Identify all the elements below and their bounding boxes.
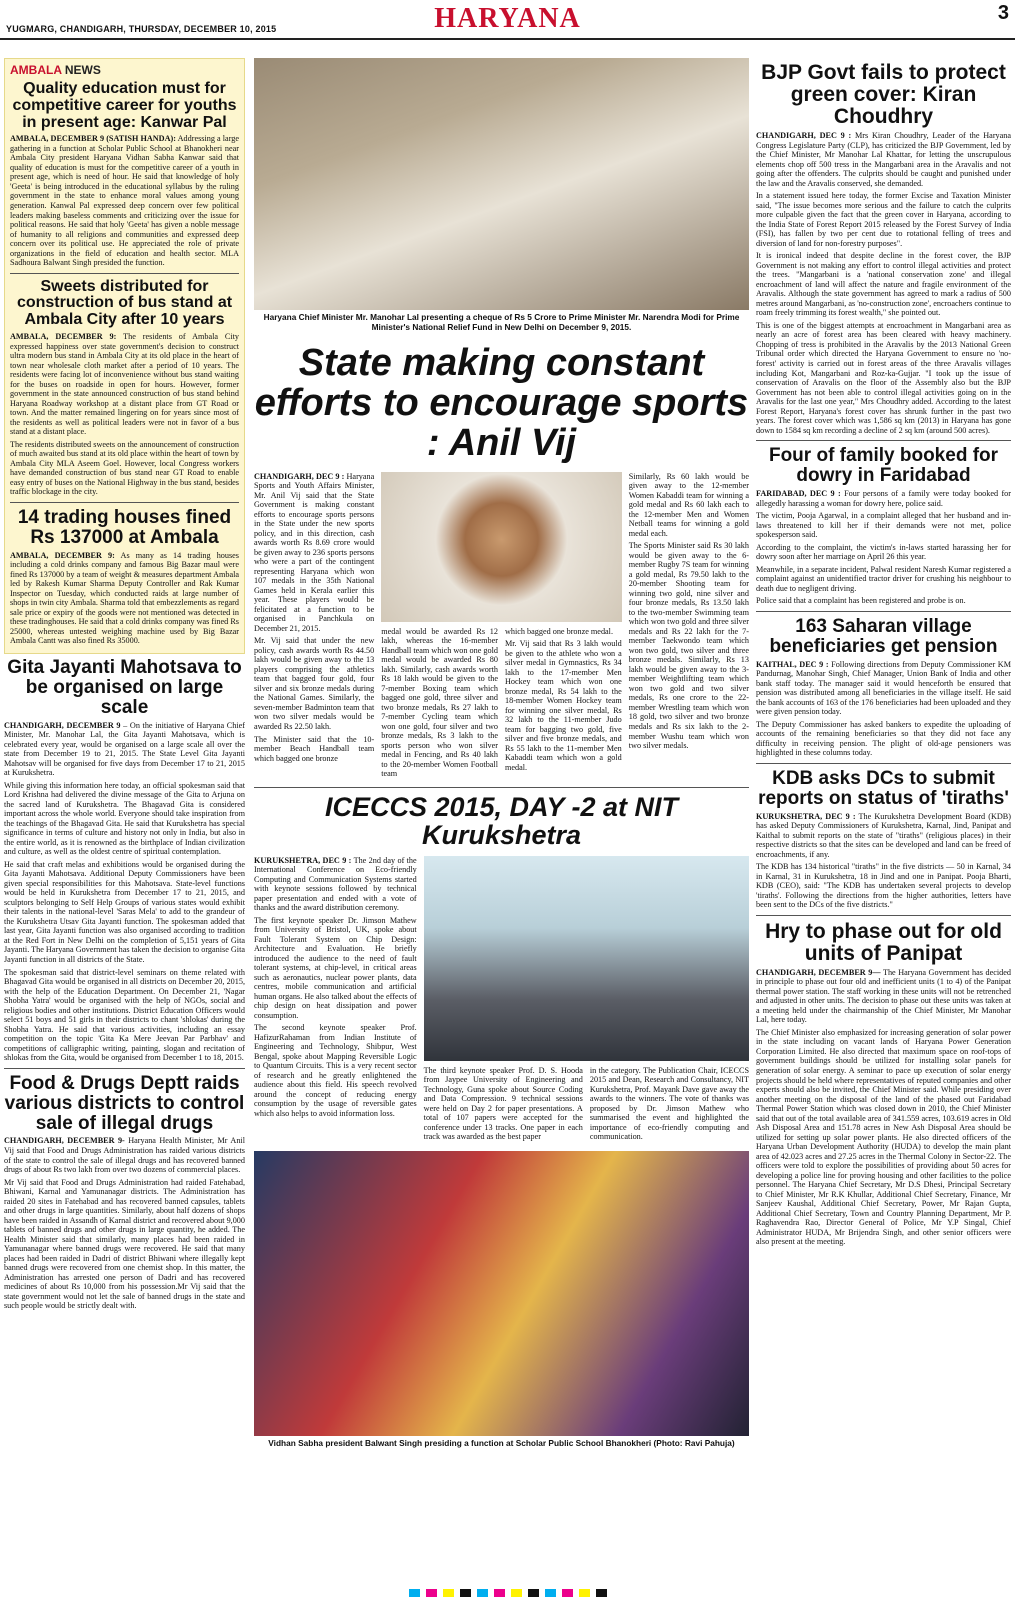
ambala-news-box [4,58,245,654]
article-body: The second keynote speaker Prof. HafizurRahaman from Indian Institute of Engineering and Technology, Shibpur, West Bengal, spoke about Mapping Reversible Logic to Quantum Circuits. This is a very recent sector of research and he greatly enlightened the audience about this field. His speech revolved around the concept of reducing energy consumption by the usage of reversible gates which also helps to avoid information loss. [254,1023,417,1118]
article-body: AMBALA, DECEMBER 9: The residents of Ambala City expressed happiness over state government's decision to construct ultra modern bus stand in Ambala City at its old place in the heart of town near wholesale cloth market after a period of 10 years. The residents were facing lot of inconvenience without bus stand waiting for the buses on roadside in open for hours. However, former government in the state announced construction of bus stand behind Haryana Roadway workshop at a distant place from GT Road or town. And the matter remained lingering on for years since most of the residents as well as political leaders were not in favor of a bus stand at a distant place. [10,332,239,437]
right-column [756,58,1011,1578]
cm-pm-cheque-photo [254,58,749,310]
article-body: The victim, Pooja Agarwal, in a complaint alleged that her husband and in-laws threatened to kill her if their demands were not met, police spokesperson said. [756,511,1011,540]
article-body: FARIDABAD, DEC 9 : Four persons of a family were today booked for allegedly harassing a woman for dowry here, police said. [756,489,1011,508]
article-body: Similarly, Rs 60 lakh would be given away to the 12-member Women Kabaddi team for winning a gold medal and Rs 60 lakh each to the 12-member Men and Women Netball teams for winning a gold medal each. [628,471,749,538]
article-body: Mr Vij said that Food and Drugs Administration had raided Fatehabad, Bhiwani, Karnal and Yamunanagar districts. The Administration has raided 20 sites in Fatehabad and has recovered banned capsules, tablets and other drugs in large quantities. Similarly, about half dozens of shops have been raided in Assandh of Karnal district and recovered about 9,000 tablets of banned drugs and other drugs in large quantity, he added. The Health Minister said that similarly, many places had been raided in Yamunanagar where banned drugs were recovered. He said that many places had been raided in Dadri of district Bhiwani where illegally kept banned drugs were recovered from one chemist shop. In this matter, the Administration has arrested one person of Dadri and has recovered medicines of about Rs 10,000 from his possession.Mr Vij said that the state government would not let the sale of banned drugs in the state and such people would be strictly dealt with. [4,1177,245,1311]
article-body: CHANDIGARH, DECEMBER 9— The Haryana Government has decided in principle to phase out four old and inefficient units (1 to 4) of the Panipat thermal power station. The staff working in these units will not be retrenched and adjusted in other units. The decision to phase out these units was taken at a meeting held under the chairmanship of the Chief Minister, Mr Manohar Lal, here today. [756,967,1011,1025]
award-ceremony-photo [424,856,749,1061]
print-registration-strip [0,1586,1015,1600]
article-body: According to the complaint, the victim's in-laws started harassing her for dowry soon after her marriage on April 26 this year. [756,542,1011,562]
article-body: KURUKSHETRA, DEC 9 : The Kurukshetra Development Board (KDB) has asked Deputy Commissioners of Kurukshetra, Karnal, Jind, Panipat and Kaithal to submit reports on the state of "tiraths" (religious places) in their respective districts so that the sites can be developed and land can be freed of encroachments, if any. [756,811,1011,859]
section-title: HARYANA [434,3,581,34]
divider [10,502,239,503]
divider [756,763,1011,764]
article-body: The spokesman said that district-level seminars on theme related with Bhagavad Gita would be organised in all districts on December 20, 2015, with the help of the Education Department. On December 21, 'Nagar Shobha Yatra' would be organised with the help of NGOs, social and religious bodies and other institutions. District Education Officers would select 51 boys and 51 girls in their districts to chant 'shlokas' during the Shobha Yatra. He said that various activities, including an essay competition on the topic 'Gita Ka Mere Jeevan Par Parbhav' and competitions of calligraphic writing, painting, slogan and recitation of shlokas from the Gita, would be organised from December 1 to 18, 2015. [4,967,245,1063]
article-body: KURUKSHETRA, DEC 9 : The 2nd day of the International Conference on Eco-friendly Computing and Communication Systems started with keynote sessions followed by technical paper presentation and ended with a vote of thanks and the award distribution ceremony. [254,855,417,913]
article-body: The residents distributed sweets on the announcement of construction of much awaited bus stand at its old place within the heart of town by Ambala City MLA Aseem Goel. However, local Congress workers have demanded construction of bus stand near GT Road to enable easy entry of buses on the National Highway in the bus stand, besides traffic blockage in the city. [10,439,239,497]
article-body: Meanwhile, in a separate incident, Palwal resident Naresh Kumar registered a complaint against an unidentified tractor driver for crushing his neighbour to death due to negligent driving. [756,564,1011,593]
article-body: He said that craft melas and exhibitions would be organised during the Gita Jayanti Mahotsava. Additional Deputy Commissioners have been given special responsibilities for this Mahotsava. State-level functions would be held in Kurukshetra from December 17 to 21, 2015, and sculptors belonging to Self Help Groups of various states would exhibit their talents in the national-level 'Saras Mela' to add to the grandeur of the Kurukshetra Utsav Gita Jayanti function. The spokesman added that last year, Gita Jayanti function was also organised according to tradition at the Red Fort in New Delhi on the completion of 5,151 years of Gita Jayanti. The Haryana Government has taken the decision to organise Gita Jayanti function in all districts of the State. [4,859,245,964]
middle-column [254,58,749,1578]
article-body: which bagged one bronze medal. [505,626,613,636]
article-body: AMBALA, DECEMBER 9: As many as 14 trading houses including a cold drinks company and famous Big Bazar maul were fined Rs 137000 by a team of weight & measures department Ambala led by Rakesh Kumar Sharma Deputy Controller and Rak Kumar Inspector on Tuesday, which conducted raids at large number of shops in twin city Ambala. Sharma told that embezzlements as regard sale price or expiry of the goods were not mentioned was detected in these tradinghouses. He said that a cold drinks company was fined Rs 25000, whereas untested weighing machine used by Big Bazar Ambala Cantt was also fined Rs 35000. [10,550,239,646]
article-body: AMBALA, DECEMBER 9 (SATISH HANDA): Addressing a large gathering in a function at Scholar Public School at Bhanokheri near Ambala City president Haryana Vidhan Sabha Kanwar said that quality of education is must for the competitive career of a youth in present age, which is need of hour. He said that knowledge of holy 'Geeta' is being introduced in the educational syllabus by the ruling government in the state to enhance moral values among young generation. Kanwal Pal expressed deep concern over few political leaders making baseless comments and criticizing over the issue for political reasons. He said that holy 'Geeta' has given a noble message of humanity to all religions and communities and expressed deep concern over its political use. He appreciated the role of private organizations in the field of education and health sector. MLA Sadhoura Balwant Singh presided the function. [10,134,239,268]
page-number: 3 [997,2,1009,24]
article-body: The Deputy Commissioner has asked bankers to expedite the uploading of accounts of the remaining beneficiaries so that they did not face any difficulty in receiving pension. The plight of old-age pensioners was highlighted in these columns today. [756,719,1011,758]
headline-panipat: Hry to phase out for old units of Panipat [765,919,1002,965]
divider [254,787,749,788]
article-body: Police said that a complaint has been registered and probe is on. [756,596,966,606]
section-tag: AMBALA NEWS [10,63,101,77]
sports-article [254,472,749,782]
article-body: While giving this information here today, an official spokesman said that Lord Krishna had delivered the divine message of the Gita to Arjuna on the sacred land of Kurukshetra. The Bhagavad Gita is considered important across the whole world. Everyone should take inspiration from the teachings of the Bhagavad Gita. He said that Kurukshetra has special significance in terms of culture and history not only in India, but also in the entire world, as it is renowned as the birthplace of Indian civilization and culture, as well as the oldest centre of spiritual contemplation. [4,780,245,857]
article-body: CHANDIGARH, DEC 9 : Mrs Kiran Choudhry, Leader of the Haryana Congress Legislature Party (CLP), has criticized the BJP Government, led by the Chief Minister, Mr Manohar Lal Khattar, for letting the unscrupulous elements chop off 500 tress in the Mangarbani area in the Aravalis and not going after the offenders. The culprits should be caught and punished under the law and the Aravalis conserved, she demanded. [756,131,1011,188]
article-body: in the category. The Publication Chair, ICECCS 2015 and Dean, Research and Consultancy, NIT Kurukshetra, Prof. Mayank Dave gave away the awards to the winners. The vote of thanks was proposed by Dr. Jimson Mathew who summarised the event and highlighted the importance of eco-friendly computing and communication. [589,1065,749,1142]
article-body: KAITHAL, DEC 9 : Following directions from Deputy Commissioner KM Pandurnag, Manohar Singh, Chief Manager, Union Bank of India and other bank staff today. The manager said it would henceforth be ensured that pension was distributed among all beneficiaries in the village itself. He said the bank accounts of 163 of the 176 beneficiaries had been uploaded and they were given pension today. [756,659,1011,717]
article-body: The Minister said that the 10-member Beach Handball team which bagged one bronze [254,734,375,763]
headline-trading-houses: 14 trading houses fined Rs 137000 at Ambala [17,506,232,548]
headline-dowry: Four of family booked for dowry in Faridabad [768,445,999,487]
divider [756,440,1011,441]
article-body: The Sports Minister said Rs 30 lakh would be given away to the 6-member Rugby 7S team for winning a gold medal, Rs 79.50 lakh to the 20-member Shooting team for winning two gold, nine silver and four bronze medals, Rs 13.50 lakh to the two-member Swimming team which won two gold and three silver medals and Rs 22 lakh for the 7-member Taekwondo team which won two gold, two silver and three bronze medals. Similarly, Rs 13 lakh would be given away to the 3-member Weightlifting team which won two gold and two silver medals, Rs one crore to the 22-member Wrestling team which won 18 gold, two silver and two bronze medals and Rs six lakh to the 2-member Wushu team which won two silver medals. [628,541,749,751]
divider [10,273,239,274]
divider [756,915,1011,916]
anil-vij-photo [381,472,622,622]
article-body: The Chief Minister also emphasized for increasing generation of solar power in the state including on vacant lands of Haryana Power Generation Corporation Limited. He also directed that maximum space on roof-tops of government buildings should be utilized for installing solar panels for generation of solar energy. A seminar to pace up execution of solar energy projects should be held where representatives of reputed companies and other experts should also be invited, the Chief Minister said. While presiding over another meeting on the disposal of the land of the phased out Faridabad Thermal Power Station which was closed down in 2010, the Chief Minister said that out of the total available area of 341.559 acres, 103.619 acres in Old Ash Disposal Area and 151.78 acres in New Ash Disposal Area should be utilized for setting up solar power plants. He also directed officers of the Haryana Urban Development Authority (HUDA) to develop the main plant area of 42.023 acres and 27.25 acres in the Thermal Colony in Sector-22. The officers were told to explore the possibilities of providing about 50 acres for developing a police line for proving housing and other facilities to the police personnel. The Haryana Chief Secretary, Mr D.S Dhesi, Principal Secretary to Chief Minister, Mr R.K Khullar, Additional Chief Secretary, Finance, Mr Sanjeev Kaushal, Additional Chief Secretary, Power, Mr Rajan Gupta, Additional Chief Secretary, Town and Country Planning Department, Mr P. Raghavendra Rao, Director General of Police, Mr Y.P Singal, Chief Administrator HUDA, Mr Brijendra Singh, and other senior officers were also present at the meeting. [756,1027,1011,1247]
article-body: The third keynote speaker Prof. D. S. Hooda from Jaypee University of Engineering and Technology, Guna spoke about Source Coding and Data Compression. 9 technical sessions were held on Day 2 for paper presentations. A total of 107 papers were accepted for the conference under 13 tracks. One paper in each track was awarded as the best paper [423,1065,583,1142]
photo-caption: Vidhan Sabha president Balwant Singh presiding a function at Scholar Public School Bhanokheri (Photo: Ravi Pahuja) [268,1437,735,1448]
article-body: CHANDIGARH, DECEMBER 9 – On the initiative of Haryana Chief Minister, Mr. Manohar Lal, the Gita Jayanti Mahotsava, which is celebrated every year, would be organised on a large scale all over the state from December 19 to 21, 2015. The State Level Gita Jayanti Mahotsav will be organised for five days from December 17 to 21, 2015 at Kurukshetra. [4,720,245,778]
headline-bus-stand: Sweets distributed for construction of bus stand at Ambala City after 10 years [16,277,233,329]
article-body: The first keynote speaker Dr. Jimson Mathew from University of Bristol, UK, spoke about Fault Tolerant System on Chip Design: Architecture and Evaluation. He briefly introduced the audience to the need of fault tolerant systems, at chip-level, in critical areas such as aeronautics, nuclear power plants, data centres, mobile communication and artificial human organs. He also talked about the effects of chip design on heat dissipation and power consumption. [254,915,417,1020]
article-body: CHANDIGARH, DEC 9 : Haryana Sports and Youth Affairs Minister, Mr. Anil Vij said that the State Government is making constant efforts to encourage sports persons in the State under the new sports policy, and in this direction, cash awards worth Rs 8.69 crore would be given away to 236 sports persons who were a part of the contingent representing Haryana which won 107 medals in the 35th National Games held in Kerala earlier this year. These players would be felicitated at a function to be organised in Panchkula on December 21, 2015. [254,471,375,633]
headline-food-drugs: Food & Drugs Deptt raids various districts to control sale of illegal drugs [4,1072,245,1134]
headline-kdb: KDB asks DCs to submit reports on status of 'tiraths' [758,767,1009,809]
paper-info: YUGMARG, CHANDIGARH, THURSDAY, DECEMBER 10, 2015 [6,24,277,34]
article-body: medal would be awarded Rs 12 lakh, whereas the 16-member Handball team which won one gold medal would be awarded Rs 80 lakh. Similarly, cash awards worth Rs 18 lakh would be given to the 7-member Boxing team which bagged one gold, three silver and two bronze medals, Rs 27 lakh to 7-member Cycling team which won one gold, four silver and two bronze medals, Rs 3 lakh to the sports person who won silver medal in Fencing, and Rs 40 lakh to the 20-member Women Football team [381,626,498,779]
photo-caption: Haryana Chief Minister Mr. Manohar Lal presenting a cheque of Rs 5 Crore to Prime Minister Mr. Narendra Modi for Prime Minister's National Relief Fund in New Delhi on December 9, 2015. [263,312,740,332]
masthead [0,0,1015,40]
left-column [4,58,245,1578]
article-body: In a statement issued here today, the former Excise and Taxation Minister said, "The issue becomes more serious and the failure to catch the culprits more culpable given the fact that the green cover in Haryana, according to the India State of Forest Report 2015 released by the Forest Survey of India (FSI), has fallen by two per cent due to rotational felling of trees and diversion of land for non-forestry purposes". [756,191,1011,248]
headline-pension: 163 Saharan village beneficiaries get pension [769,615,998,657]
divider [756,611,1011,612]
article-body: Mr. Vij said that under the new policy, cash awards worth Rs 44.50 lakh would be given away to the 13 players comprising the athletics team that bagged four gold, four silver and six bronze medals during the National Games. Similarly, the seven-member Badminton team that won two silver medals would be awarded Rs 22.50 lakh. [254,636,375,731]
divider [4,1068,245,1069]
article-body: The KDB has 134 historical "tiraths" in the five districts — 50 in Karnal, 34 in Karnal, 31 in Kurukshetra, 18 in Jind and one in Panipat. Pooja Bharti, KDB (CEO), said: "The KDB has undertaken several projects to develop 'tiraths'. Following the directions from the higher authorities, letters have been sent to the DCs of the five districts." [756,862,1011,910]
article-body: CHANDIGARH, DECEMBER 9- Haryana Health Minister, Mr Anil Vij said that Food and Drugs Administration has raided various districts of the state to control the sale of illegal drugs and has recovered banned drugs of about Rs two lakh from over two dozens of commercial places. [4,1136,245,1175]
iceccs-article [254,856,749,1145]
article-body: This is one of the biggest attempts at encroachment in Mangarbani area as nearly an acre of forest area has been cleared with heavy machinery. Chopping of tress is prohibited in the Aravalis by the 2013 National Green Tribunal order which directed the Haryana Government to ensure no 'no-forest' activity is carried out in forest areas of the three Aravalis villages including Kot, Mangarbani and Roz-ka-Gujjar. "I took up the issue of conservation of Aravalis on the floor of the Assembly also but the BJP Government has not been able to control illegal activities going on in the Aravalis for the last one year," Mrs Choudhry added. According to the latest Forest Report, Haryana's forest cover has shrunk further in the past two years. The forest cover which was 1,586 sq km (2013) in Haryana has gone down to 1584 sq km recording a decline of 2 sq km (around 500 acres). [756,320,1011,435]
article-body: It is ironical indeed that despite decline in the forest cover, the BJP Government is not making any effort to control illegal activities and protect the trees. "Mangarbani is a 'national conservation zone' and illegal encroachment of land will affect the nature and fragile environment of the Aravalis. Although the state government has agreed to mark a radius of 500 metres around Mangarbani, as 'no-construction zone', encroachers continue to roam freely trimming its forest wealth," she pointed out. [756,251,1011,318]
article-body: Mr. Vij said that Rs 3 lakh would be given to the athlete who won a silver medal in Gymnastics, Rs 34 lakh to the 17-member Men Hockey team which won one bronze medal, Rs 54 lakh to the 18-member Women Hockey team for winning one silver medal, Rs 32 lakh to the 11-member Judo team for bagging two gold, five silver and five bronze medals, and Rs 55 lakh to the 11-member Men Kabaddi team which won a gold medal. [505,639,622,772]
headline-green-cover: BJP Govt fails to protect green cover: Kiran Choudhry [761,61,1006,129]
school-function-photo [254,1151,749,1436]
headline-kanwar-pal: Quality education must for competitive career for youths in present age: Kanwar Pal [12,80,237,131]
headline-gita-jayanti: Gita Jayanti Mahotsava to be organised on large scale [7,656,242,718]
headline-iceccs: ICECCS 2015, DAY -2 at NIT Kurukshetra [324,791,679,851]
headline-sports: State making constant efforts to encourage sports : Anil Vij [254,341,749,464]
